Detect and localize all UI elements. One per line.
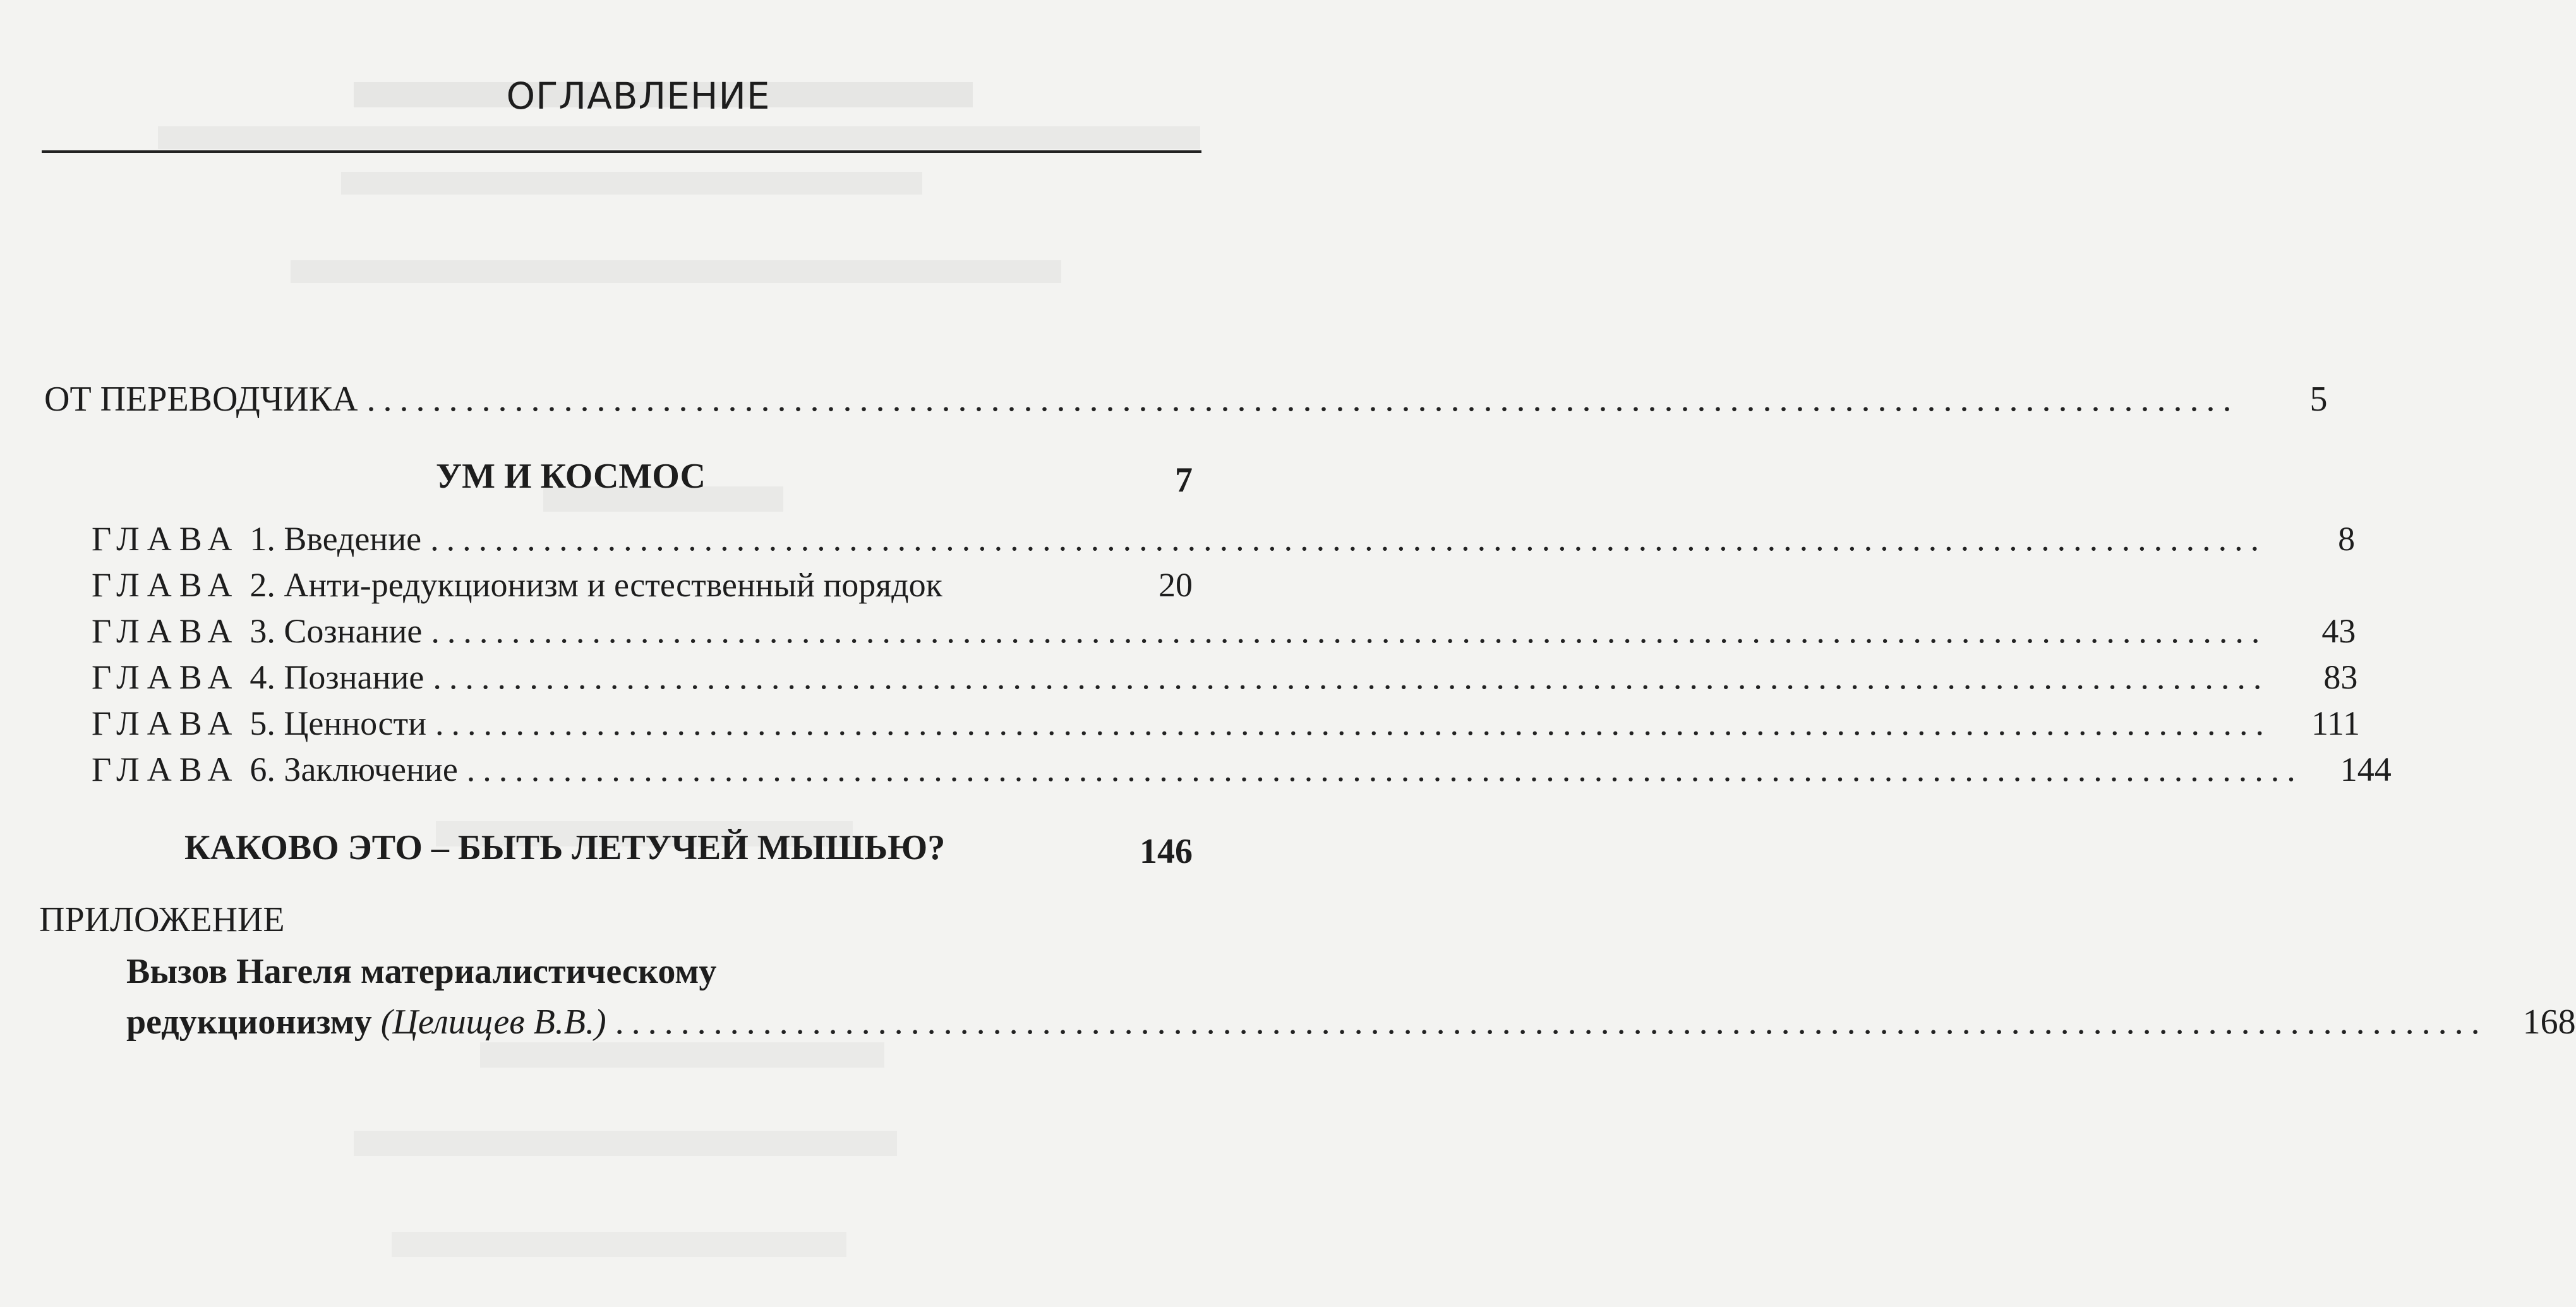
chapter-page: 43: [2321, 612, 2356, 650]
chapter-page: 144: [2340, 750, 2392, 788]
toc-entry-appendix: [126, 1002, 2576, 1042]
toc-entry-page: 5: [2309, 380, 2328, 419]
chapter-prefix: ГЛАВА: [92, 750, 240, 788]
page-title: ОГЛАВЛЕНИЕ: [506, 75, 771, 117]
chapter-title: 4. Познание: [250, 658, 424, 696]
appendix-page: 168: [2522, 1003, 2576, 1042]
bleed-through-line: [480, 1042, 884, 1068]
toc-entry-chapter-3: [92, 611, 2356, 651]
chapter-page: 20: [1159, 566, 1193, 604]
chapter-prefix: ГЛАВА: [92, 612, 240, 650]
bleed-through-line: [392, 1232, 846, 1257]
chapter-prefix: ГЛАВА: [92, 520, 240, 558]
chapter-prefix: ГЛАВА: [92, 658, 240, 696]
chapter-page: 83: [2323, 658, 2358, 696]
bleed-through-line: [354, 1131, 897, 1156]
dot-leader: ..................................................................................................................: [435, 704, 2272, 742]
appendix-title-line-1: Вызов Нагеля материалистическому: [126, 952, 717, 991]
dot-leader: ..................................................................................................................: [466, 750, 2303, 788]
dot-leader: ..................................................................................................................: [433, 658, 2270, 696]
appendix-author: (Целищев В.В.): [380, 1003, 606, 1042]
chapter-prefix: ГЛАВА: [92, 566, 240, 604]
bleed-through-line: [291, 260, 1061, 283]
appendix-title-line-2: редукционизму: [126, 1003, 372, 1042]
chapter-title: 2. Анти-редукционизм и естественный порядок: [250, 566, 942, 604]
chapter-page: 111: [2311, 704, 2360, 742]
toc-entry-chapter-1: [92, 519, 2356, 558]
chapter-title: 6. Заключение: [250, 750, 458, 788]
chapter-page: 8: [2338, 520, 2356, 558]
chapter-title: 1. Введение: [250, 520, 422, 558]
part-page-mind-and-cosmos: 7: [1175, 461, 1193, 500]
bleed-through-line: [158, 126, 1200, 149]
dot-leader: ..................................................................................................................: [430, 520, 2267, 558]
toc-entry-chapter-5: [92, 704, 2360, 743]
toc-entry-chapter-4: [92, 658, 2358, 697]
appendix-heading: ПРИЛОЖЕНИЕ: [39, 900, 285, 939]
part-page-bat: 146: [1140, 832, 1193, 871]
toc-entry-label: ОТ ПЕРЕВОДЧИКА: [44, 380, 358, 419]
part-title-bat: КАКОВО ЭТО – БЫТЬ ЛЕТУЧЕЙ МЫШЬЮ?: [184, 828, 946, 867]
dot-leader: ..................................................................................................................: [366, 380, 2239, 419]
title-rule: [42, 150, 1201, 153]
toc-entry-chapter-6: [92, 750, 2392, 789]
chapter-title: 3. Сознание: [250, 612, 423, 650]
part-title-mind-and-cosmos: УМ И КОСМОС: [436, 457, 706, 496]
dot-leader: ..................................................................................................................: [615, 1003, 2488, 1042]
chapter-prefix: ГЛАВА: [92, 704, 240, 742]
chapter-title: 5. Ценности: [250, 704, 426, 742]
toc-entry-chapter-2: [92, 565, 1193, 605]
dot-leader: ..................................................................................................................: [431, 612, 2268, 650]
toc-entry-translator: [44, 379, 2328, 419]
bleed-through-line: [341, 172, 922, 195]
